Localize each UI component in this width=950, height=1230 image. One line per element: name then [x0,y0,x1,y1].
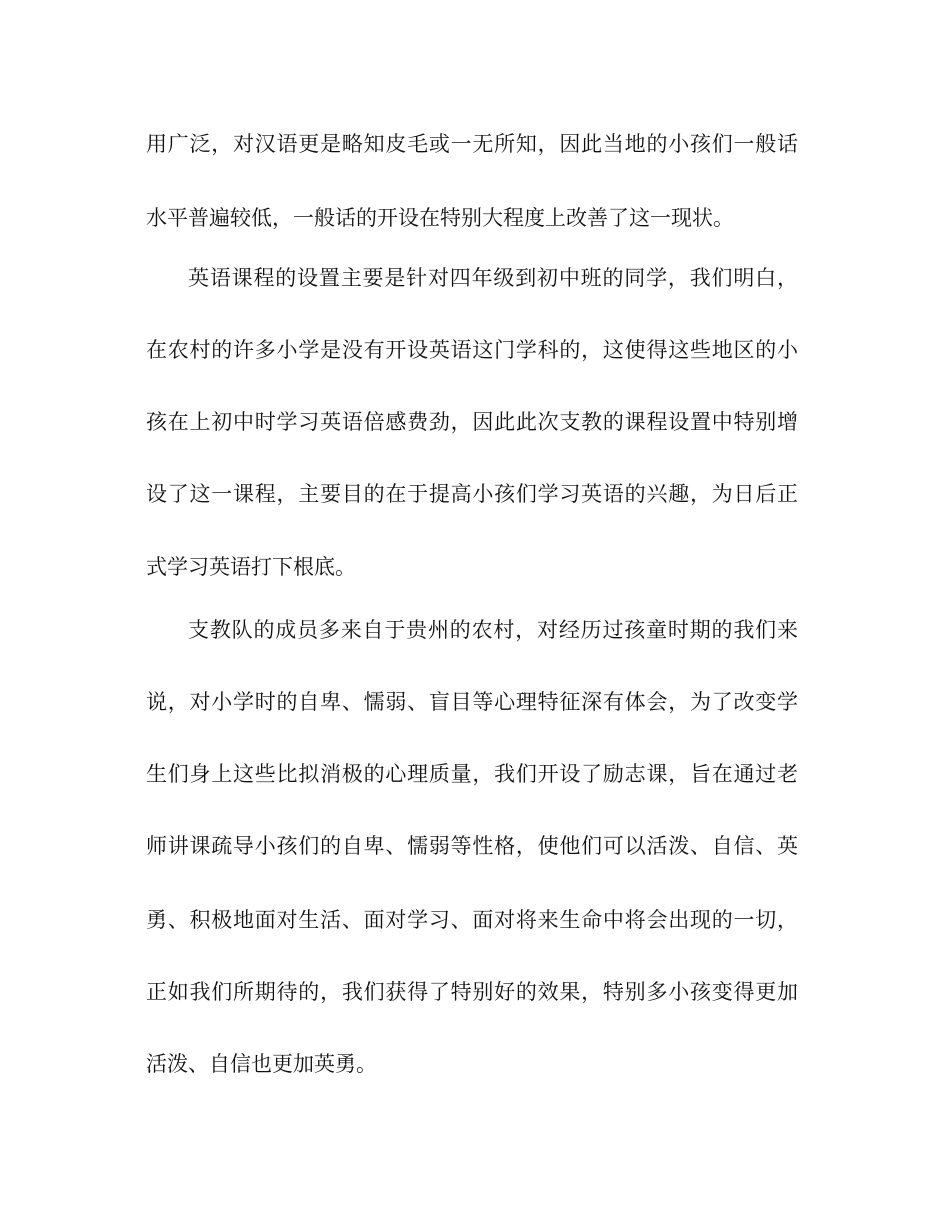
paragraph-3-line-1: 支教队的成员多来自于贵州的农村，对经历过孩童时期的我们来 [188,618,798,642]
paragraph-3-line-6: 正如我们所期待的，我们获得了特别好的效果，特别多小孩变得更加 [146,980,798,1004]
paragraph-3-line-4: 师讲课疏导小孩们的自卑、懦弱等性格，使他们可以活泼、自信、英 [146,834,798,858]
paragraph-3-line-2: 说，对小学时的自卑、懦弱、盲目等心理特征深有体会，为了改变学 [146,690,798,714]
paragraph-2-line-4: 设了这一课程，主要目的在于提高小孩们学习英语的兴趣，为日后正 [146,482,798,506]
paragraph-3-line-7: 活泼、自信也更加英勇。 [146,1052,377,1076]
paragraph-1-line-2: 水平普遍较低，一般话的开设在特别大程度上改善了这一现状。 [146,206,734,230]
paragraph-2-line-5: 式学习英语打下根底。 [146,555,356,579]
paragraph-2-line-3: 孩在上初中时学习英语倍感费劲，因此此次支教的课程设置中特别增 [146,410,798,434]
paragraph-3-line-3: 生们身上这些比拟消极的心理质量，我们开设了励志课，旨在通过老 [146,762,798,786]
paragraph-2-line-1: 英语课程的设置主要是针对四年级到初中班的同学，我们明白， [188,266,798,290]
paragraph-3-line-5: 勇、积极地面对生活、面对学习、面对将来生命中将会出现的一切， [146,908,798,932]
paragraph-2-line-2: 在农村的许多小学是没有开设英语这门学科的，这使得这些地区的小 [146,338,798,362]
paragraph-1-line-1: 用广泛，对汉语更是略知皮毛或一无所知，因此当地的小孩们一般话 [146,132,798,156]
